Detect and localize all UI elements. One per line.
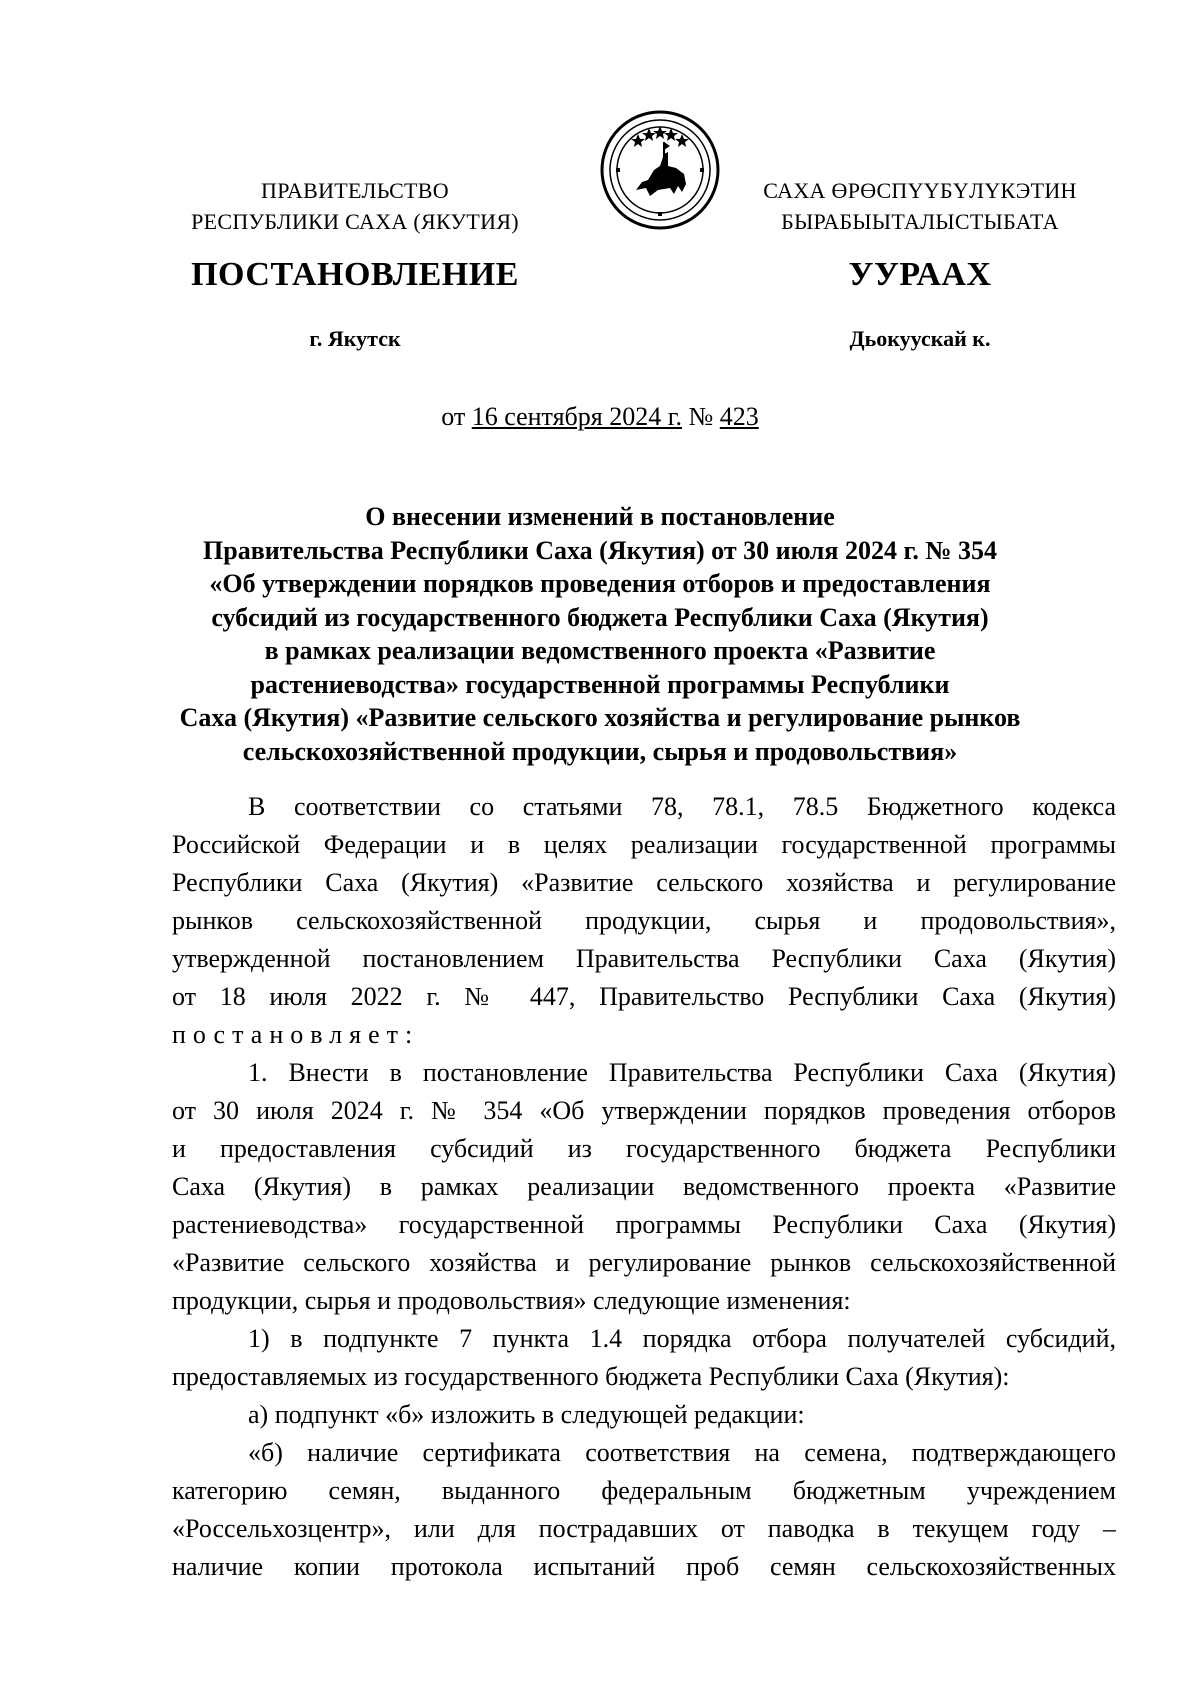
title-line: субсидий из государственного бюджета Республики Саха (Якутия) bbox=[211, 602, 989, 632]
body-line: продукции, сырья и продовольствия» следующие изменения: bbox=[172, 1286, 851, 1315]
body-line: 1) в подпункте 7 пункта 1.4 порядка отбора получателей субсидий, bbox=[248, 1324, 1116, 1353]
body-line: рынков сельскохозяйственной продукции, сырья и продовольствия», bbox=[172, 906, 1116, 935]
dateline-prefix: от bbox=[441, 402, 466, 431]
document-body bbox=[172, 788, 1116, 1586]
body-line: «Россельхозцентр», или для пострадавших от паводка в текущем году – bbox=[172, 1514, 1116, 1543]
title-line: «Об утверждении порядков проведения отборов и предоставления bbox=[209, 569, 991, 598]
document-title bbox=[140, 500, 1060, 768]
body-line: наличие копии протокола испытаний проб семян сельскохозяйственных bbox=[172, 1552, 1116, 1581]
body-line: Республики Саха (Якутия) «Развитие сельского хозяйства и регулирование bbox=[172, 868, 1116, 897]
body-line: «б) наличие сертификата соответствия на семена, подтверждающего bbox=[248, 1438, 1116, 1467]
yakutia-coat-of-arms-icon bbox=[598, 108, 722, 232]
header-right-line-2: БЫРАБЫЫТАЛЫСТЫБАТА bbox=[781, 209, 1059, 234]
body-line: Российской Федерации и в целях реализации государственной программы bbox=[172, 830, 1116, 859]
header-right-block bbox=[720, 175, 1120, 237]
header-left-block bbox=[150, 175, 560, 237]
title-line: сельскохозяйственной продукции, сырья и продовольствия» bbox=[242, 736, 958, 766]
body-line: а) подпункт «б» изложить в следующей редакции: bbox=[248, 1400, 805, 1429]
title-line: Правительства Республики Саха (Якутия) от 30 июля 2024 г. № 354 bbox=[203, 535, 997, 565]
body-line: В соответствии со статьями 78, 78.1, 78.5 Бюджетного кодекса bbox=[248, 792, 1116, 821]
title-line: Саха (Якутия) «Развитие сельского хозяйства и регулирование рынков bbox=[179, 703, 1021, 732]
body-line: 1. Внести в постановление Правительства Республики Саха (Якутия) bbox=[248, 1058, 1116, 1087]
document-number: 423 bbox=[719, 402, 759, 431]
body-line: растениеводства» государственной программы Республики Саха (Якутия) bbox=[172, 1210, 1116, 1239]
body-line: от 18 июля 2022 г. № 447, Правительство Республики Саха (Якутия) bbox=[172, 982, 1116, 1011]
body-line: от 30 июля 2024 г. № 354 «Об утверждении порядков проведения отборов bbox=[172, 1096, 1116, 1125]
body-line: Саха (Якутия) в рамках реализации ведомственного проекта «Развитие bbox=[172, 1172, 1116, 1201]
header-right-line-1: САХА ӨРӨСПҮҮБҮЛҮКЭТИН bbox=[763, 178, 1077, 203]
city-yakut: Дьокуускай к. bbox=[849, 326, 991, 351]
body-line: постановляет: bbox=[172, 1020, 420, 1049]
city-russian: г. Якутск bbox=[309, 326, 401, 351]
doc-type-yakut: УУРААХ bbox=[848, 256, 992, 293]
header-left-line-1: ПРАВИТЕЛЬСТВО bbox=[261, 178, 449, 203]
title-line: в рамках реализации ведомственного проекта «Развитие bbox=[264, 636, 936, 665]
body-line: и предоставления субсидий из государственного бюджета Республики bbox=[172, 1134, 1116, 1163]
body-line: «Развитие сельского хозяйства и регулирование рынков сельскохозяйственной bbox=[172, 1248, 1116, 1277]
title-line: растениеводства» государственной программы Республики bbox=[250, 669, 950, 699]
title-line: О внесении изменений в постановление bbox=[365, 502, 835, 531]
doc-type-russian: ПОСТАНОВЛЕНИЕ bbox=[191, 256, 519, 293]
header-left-line-2: РЕСПУБЛИКИ САХА (ЯКУТИЯ) bbox=[191, 209, 519, 234]
document-date: 16 сентября 2024 г. bbox=[471, 402, 682, 431]
body-line: утвержденной постановлением Правительства Республики Саха (Якутия) bbox=[172, 944, 1116, 973]
number-label: № bbox=[688, 402, 714, 431]
body-line: предоставляемых из государственного бюджета Республики Саха (Якутия): bbox=[172, 1362, 1010, 1391]
body-line: категорию семян, выданного федеральным бюджетным учреждением bbox=[172, 1476, 1116, 1505]
document-dateline bbox=[0, 402, 1200, 432]
